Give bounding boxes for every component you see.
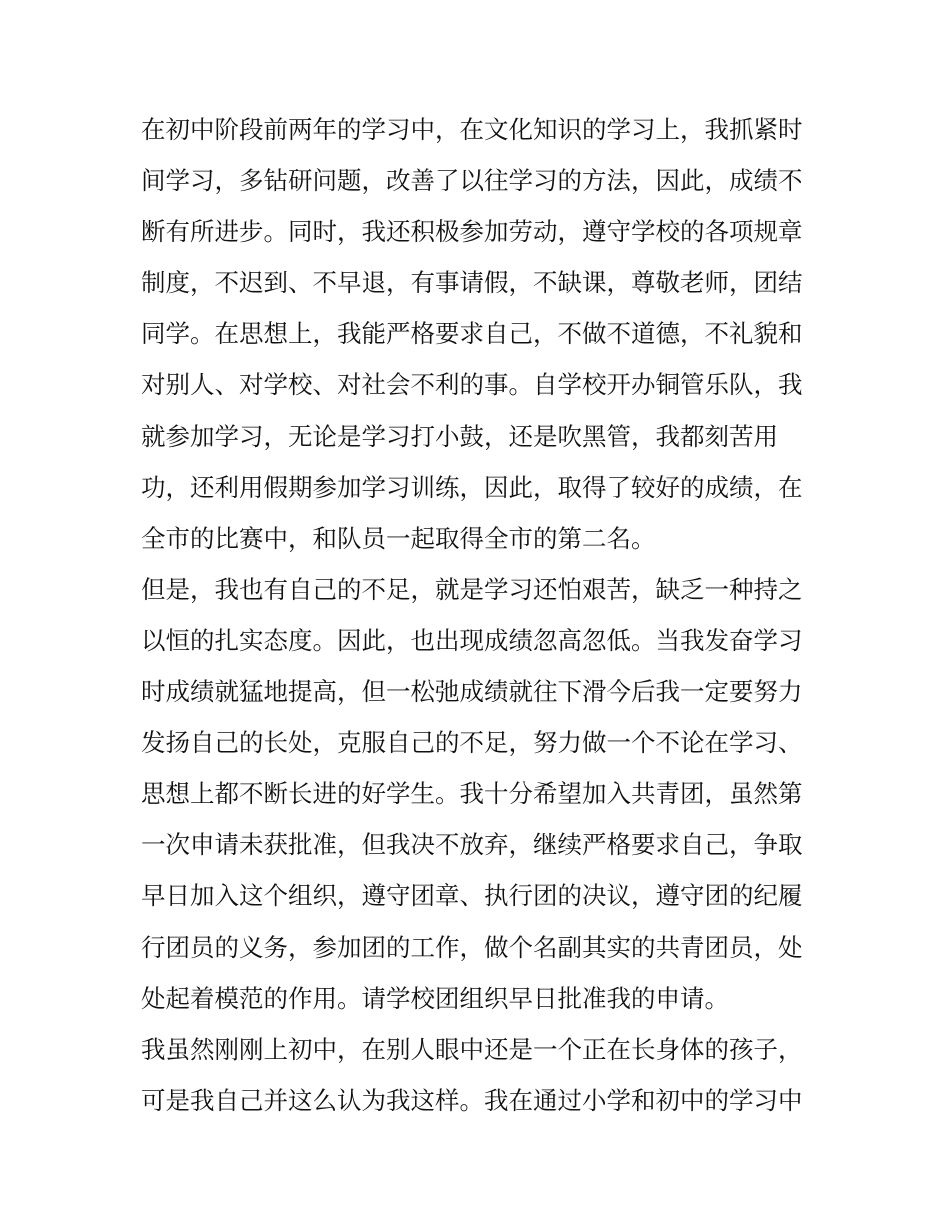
- text-line-2: 间学习，多钻研问题，改善了以往学习的方法，因此，成绩不: [141, 166, 803, 196]
- text-line-7: 就参加学习，无论是学习打小鼓，还是吹黑管，我都刻苦用: [141, 421, 778, 451]
- text-line-1: 在初中阶段前两年的学习中，在文化知识的学习上，我抓紧时: [141, 115, 803, 144]
- text-line-18: 处起着模范的作用。请学校团组织早日批准我的申请。: [141, 983, 729, 1013]
- text-line-13: 发扬自己的长处，克服自己的不足，努力做一个不论在学习、: [141, 728, 803, 758]
- text-line-5: 同学。在思想上，我能严格要求自己，不做不道德，不礼貌和: [141, 319, 803, 349]
- text-line-14: 思想上都不断长进的好学生。我十分希望加入共青团，虽然第: [141, 779, 803, 809]
- text-line-11: 以恒的扎实态度。因此，也出现成绩忽高忽低。当我发奋学习: [141, 625, 803, 655]
- text-line-4: 制度，不迟到、不早退，有事请假，不缺课，尊敬老师，团结: [141, 268, 803, 298]
- text-line-12: 时成绩就猛地提高，但一松弛成绩就往下滑今后我一定要努力: [141, 677, 803, 707]
- text-line-15: 一次申请未获批准，但我决不放弃，继续严格要求自己，争取: [141, 830, 803, 860]
- text-line-9: 全市的比赛中，和队员一起取得全市的第二名。: [141, 523, 656, 553]
- text-line-6: 对别人、对学校、对社会不利的事。自学校开办铜管乐队，我: [141, 370, 803, 400]
- text-line-20: 可是我自己并这么认为我这样。我在通过小学和初中的学习中: [141, 1085, 803, 1115]
- document-body-text: [141, 104, 821, 1126]
- text-line-19: 我虽然刚刚上初中，在别人眼中还是一个正在长身体的孩子，: [141, 1034, 803, 1064]
- text-line-3: 断有所进步。同时，我还积极参加劳动，遵守学校的各项规章: [141, 217, 803, 247]
- text-line-16: 早日加入这个组织，遵守团章、执行团的决议，遵守团的纪履: [141, 881, 803, 911]
- text-line-17: 行团员的义务，参加团的工作，做个名副其实的共青团员，处: [141, 932, 803, 962]
- text-line-8: 功，还利用假期参加学习训练，因此，取得了较好的成绩，在: [141, 472, 803, 502]
- text-line-10: 但是，我也有自己的不足，就是学习还怕艰苦，缺乏一种持之: [141, 574, 803, 604]
